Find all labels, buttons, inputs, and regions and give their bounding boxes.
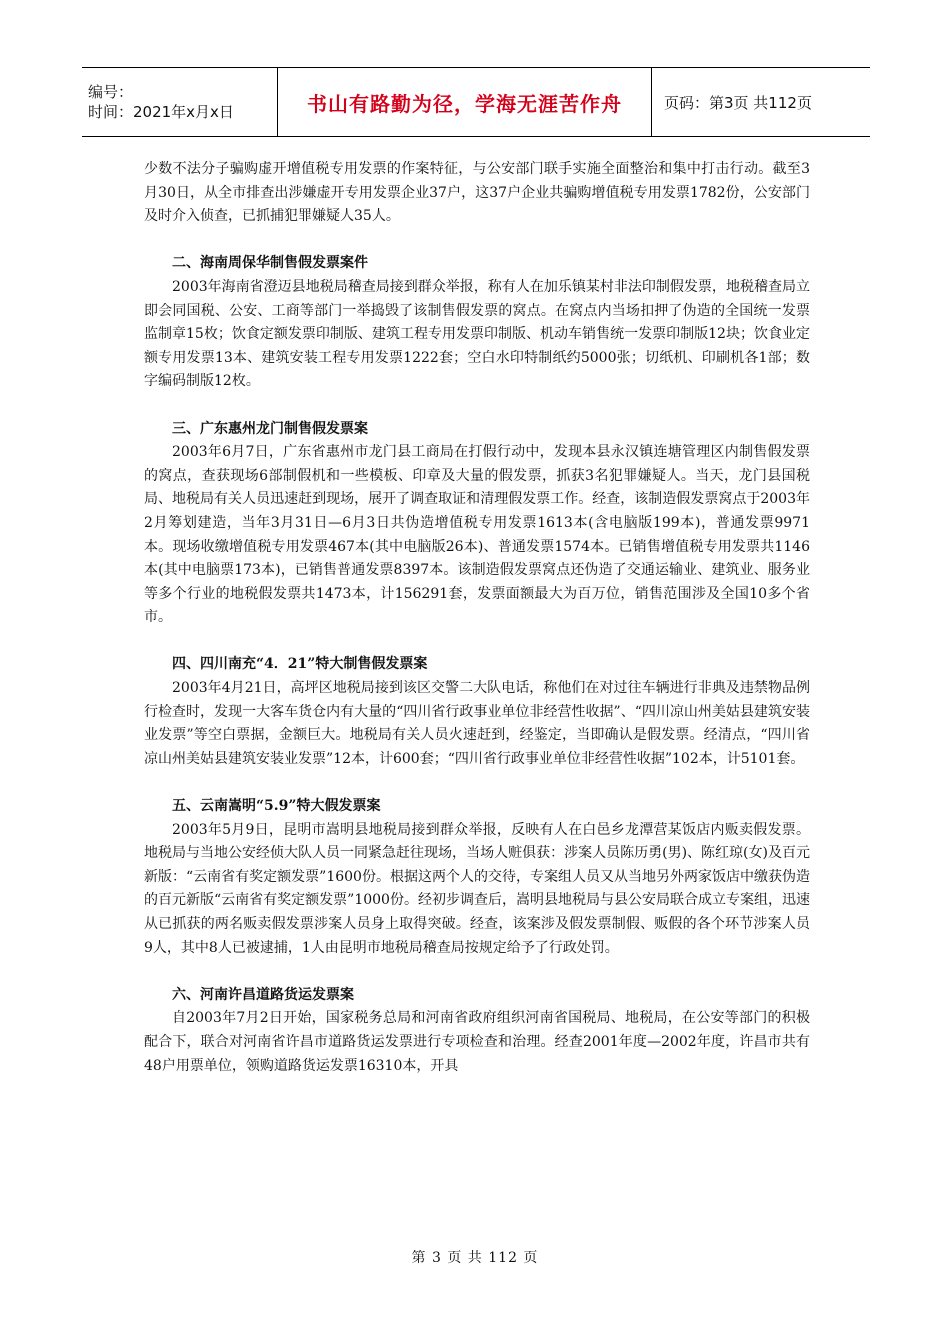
- section-heading-4: 四、四川南充“4．21”特大制售假发票案: [172, 656, 428, 673]
- section-body-4: 2003年4月21日，高坪区地税局接到该区交警二大队电话，称他们在对过往车辆进行非典及违禁物品例行检查时，发现一大客车货仓内有大量的“四川省行政事业单位非经营性收据”、“四川凉山州美姑县建筑安装业发票”等空白票据，金额巨大。地税局有关人员火速赶到，经鉴定，当即确认是假发票。经清点，“四川省凉山州美姑县建筑安装业发票”12本，计600套；“四川省行政事业单位非经营性收据”102本，计5101套。: [144, 680, 810, 767]
- section-heading-2: 二、海南周保华制售假发票案件: [172, 255, 368, 272]
- serial-label: 编号：: [88, 83, 134, 101]
- intro-paragraph: 少数不法分子骗购虚开增值税专用发票的作案特征，与公安部门联手实施全面整治和集中打击行动。截至3月30日，从全市排查出涉嫌虚开专用发票企业37户，这37户企业共骗购增值税专用发票1782份，公安部门及时介入侦查，已抓捕犯罪嫌疑人35人。: [144, 161, 810, 225]
- document-body: [144, 158, 810, 1078]
- section-body-5: 2003年5月9日，昆明市嵩明县地税局接到群众举报，反映有人在白邑乡龙潭营某饭店内贩卖假发票。地税局与当地公安经侦大队人员一同紧急赶往现场，当场人赃俱获：涉案人员陈历勇(男)、陈红琼(女)及百元新版：“云南省有奖定额发票”1600份。根据这两个人的交待，专案组人员又从当地另外两家饭店中缴获伪造的百元新版“云南省有奖定额发票”1000份。经初步调查后，嵩明县地税局与县公安局联合成立专案组，迅速从已抓获的两名贩卖假发票涉案人员身上取得突破。经查，该案涉及假发票制假、贩假的各个环节涉案人员9人，其中8人已被逮捕，1人由昆明市地税局稽查局按规定给予了行政处罚。: [144, 821, 810, 956]
- section-heading-5: 五、云南嵩明“5.9”特大假发票案: [172, 798, 381, 815]
- section-body-6: 自2003年7月2日开始，国家税务总局和河南省政府组织河南省国税局、地税局，在公安等部门的积极配合下，联合对河南省许昌市道路货运发票进行专项检查和治理。经查2001年度—2002年度，许昌市共有48户用票单位，领购道路货运发票16310本，开具: [144, 1010, 810, 1074]
- page-footer: 第 3 页 共 112 页: [411, 1250, 539, 1266]
- header-motto: 书山有路勤为径，学海无涯苦作舟: [278, 68, 652, 136]
- section-body-3: 2003年6月7日，广东省惠州市龙门县工商局在打假行动中，发现本县永汉镇连塘管理区内制售假发票的窝点，查获现场6部制假机和一些模板、印章及大量的假发票，抓获3名犯罪嫌疑人。当天，龙门县国税局、地税局有关人员迅速赶到现场，展开了调查取证和清理假发票工作。经查，该制造假发票窝点于2003年2月筹划建造，当年3月31日—6月3日共伪造增值税专用发票1613本(含电脑版199本)，普通发票9971本。现场收缴增值税专用发票467本(其中电脑版26本)、普通发票1574本。已销售增值税专用发票共1146本(其中电脑票173本)，已销售普通发票8397本。该制造假发票窝点还伪造了交通运输业、建筑业、服务业等多个行业的地税假发票共1473本，计156291套，发票面额最大为百万位，销售范围涉及全国10多个省市。: [144, 444, 810, 626]
- header-meta: [82, 68, 278, 136]
- header-page-number: 页码：第3页 共112页: [664, 93, 812, 112]
- section-heading-6: 六、河南许昌道路货运发票案: [172, 986, 354, 1003]
- section-body-2: 2003年海南省澄迈县地税局稽查局接到群众举报，称有人在加乐镇某村非法印制假发票，地税稽查局立即会同国税、公安、工商等部门一举捣毁了该制售假发票的窝点。在窝点内当场扣押了伪造的全国统一发票监制章15枚；饮食定额发票印制版、建筑工程专用发票印制版、机动车销售统一发票印制版12块；饮食业定额专用发票13本、建筑安装工程专用发票1222套；空白水印特制纸约5000张；切纸机、印刷机各1部；数字编码制版12枚。: [144, 278, 810, 390]
- section-heading-3: 三、广东惠州龙门制售假发票案: [172, 420, 368, 437]
- date-label: 时间：2021年x月x日: [88, 103, 234, 121]
- page-header: [82, 67, 870, 137]
